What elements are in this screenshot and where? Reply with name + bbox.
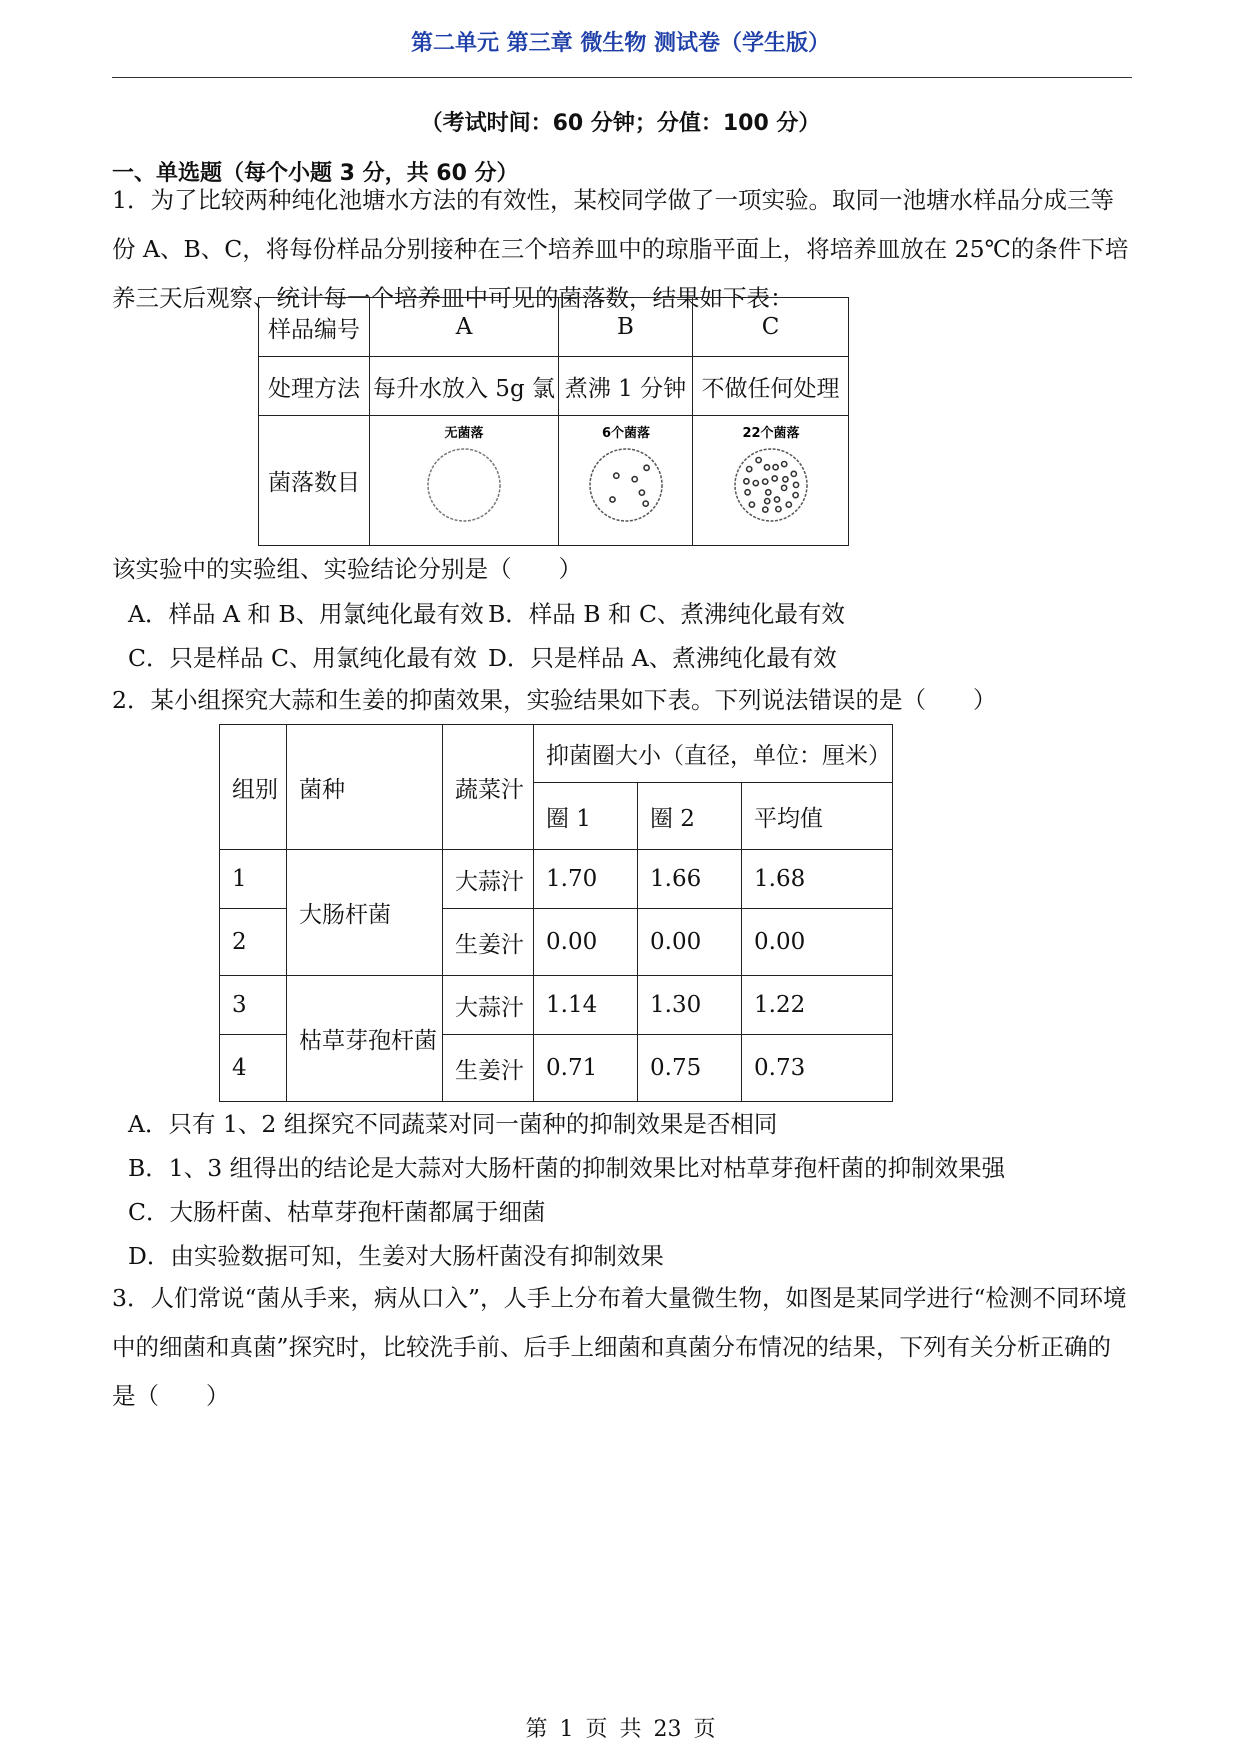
bacterial-colony bbox=[632, 476, 637, 481]
q2-juice: 生姜汁 bbox=[443, 1035, 534, 1102]
q1-cell: 每升水放入 5g 氯 bbox=[370, 357, 559, 416]
bacterial-colony bbox=[781, 485, 786, 490]
bacterial-colony bbox=[613, 473, 618, 478]
bacterial-colony bbox=[644, 465, 649, 470]
petri-dish-c bbox=[721, 423, 821, 533]
footer-text: 页 bbox=[693, 1717, 716, 1742]
bacterial-colony bbox=[765, 489, 770, 494]
q2-juice: 大蒜汁 bbox=[443, 850, 534, 909]
q2-c1: 1.70 bbox=[534, 850, 638, 909]
bacterial-colony bbox=[609, 496, 614, 501]
bacterial-colony bbox=[786, 502, 791, 507]
q1-option-c: C．只是样品 C、用氯纯化最有效 bbox=[128, 644, 477, 672]
bacterial-colony bbox=[639, 490, 644, 495]
q2-option-d: D．由实验数据可知，生姜对大肠杆菌没有抑制效果 bbox=[128, 1242, 664, 1270]
q2-c1: 1.14 bbox=[534, 976, 638, 1035]
bacterial-colony bbox=[762, 507, 767, 512]
bacterial-colony bbox=[791, 471, 796, 476]
q2-group: 2 bbox=[220, 909, 287, 976]
bacterial-colony bbox=[743, 478, 748, 483]
footer-total-pages: 23 bbox=[653, 1717, 682, 1742]
bacterial-colony bbox=[775, 506, 780, 511]
q3-stem: 3．人们常说“菌从手来，病从口入”，人手上分布着大量微生物，如图是某同学进行“检测不同环境中的细菌和真菌”探究时，比较洗手前、后手上细菌和真菌分布情况的结果，下列有关分析正确的是（ ） bbox=[112, 1284, 1127, 1410]
bacterial-colony bbox=[756, 457, 761, 462]
bacterial-colony bbox=[793, 492, 798, 497]
dish-cell-b bbox=[559, 416, 693, 546]
bacterial-colony bbox=[745, 489, 750, 494]
q2-header-zone: 抑菌圈大小（直径，单位：厘米） bbox=[534, 725, 893, 783]
bacterial-colony bbox=[746, 466, 751, 471]
dish-label-a: 无菌落 bbox=[444, 425, 484, 441]
q1-option-a: A．样品 A 和 B、用氯纯化最有效 bbox=[128, 600, 484, 628]
q2-group: 3 bbox=[220, 976, 287, 1035]
q2-header-avg: 平均值 bbox=[742, 783, 893, 850]
q2-header-juice: 蔬菜汁 bbox=[443, 725, 534, 850]
q1-option-d: D．只是样品 A、煮沸纯化最有效 bbox=[488, 644, 837, 672]
q1-cell: 不做任何处理 bbox=[693, 357, 849, 416]
q2-avg: 0.00 bbox=[742, 909, 893, 976]
q1-option-b: B．样品 B 和 C、煮沸纯化最有效 bbox=[488, 600, 845, 628]
q2-header-c1: 圈 1 bbox=[534, 783, 638, 850]
q1-cell: 处理方法 bbox=[259, 357, 370, 416]
page-header-title: 第二单元 第三章 微生物 测试卷（学生版） bbox=[411, 31, 830, 56]
bacterial-colony bbox=[773, 464, 778, 469]
q2-juice: 大蒜汁 bbox=[443, 976, 534, 1035]
q2-species: 枯草芽孢杆菌 bbox=[287, 976, 443, 1102]
footer-text: 页 bbox=[585, 1717, 608, 1742]
q1-table bbox=[258, 297, 849, 546]
q2-table bbox=[219, 724, 893, 1102]
q2-juice: 生姜汁 bbox=[443, 909, 534, 976]
bacterial-colony bbox=[781, 461, 786, 466]
q2-header-group: 组别 bbox=[220, 725, 287, 850]
q2-c2: 0.00 bbox=[638, 909, 742, 976]
q1-question: 该实验中的实验组、实验结论分别是（ ） bbox=[112, 555, 582, 583]
dish-label-c: 22个菌落 bbox=[741, 425, 800, 441]
footer-text: 第 bbox=[525, 1717, 548, 1742]
bacterial-colony bbox=[793, 482, 798, 487]
q1-cell: C bbox=[693, 298, 849, 357]
q2-avg: 0.73 bbox=[742, 1035, 893, 1102]
bacterial-colony bbox=[643, 501, 648, 506]
q2-option-a: A．只有 1、2 组探究不同蔬菜对同一菌种的抑制效果是否相同 bbox=[128, 1110, 778, 1138]
bacterial-colony bbox=[774, 496, 779, 501]
bacterial-colony bbox=[749, 502, 754, 507]
q2-c1: 0.00 bbox=[534, 909, 638, 976]
q2-option-b: B．1、3 组得出的结论是大蒜对大肠杆菌的抑制效果比对枯草芽孢杆菌的抑制效果强 bbox=[128, 1154, 1006, 1182]
petri-dish-a bbox=[414, 423, 514, 533]
colonies-c bbox=[743, 457, 798, 512]
q2-stem: 2．某小组探究大蒜和生姜的抑菌效果，实验结果如下表。下列说法错误的是（ ） bbox=[112, 686, 997, 714]
page-footer bbox=[0, 1712, 1241, 1743]
dish-label-b: 6个菌落 bbox=[601, 425, 650, 441]
section-title: 一、单选题（每个小题 3 分，共 60 分） bbox=[112, 161, 519, 186]
header-rule bbox=[112, 77, 1132, 78]
bacterial-colony bbox=[772, 475, 777, 480]
footer-page-number: 1 bbox=[559, 1717, 574, 1742]
petri-dish-b bbox=[576, 423, 676, 533]
bacterial-colony bbox=[764, 498, 769, 503]
q2-c2: 1.30 bbox=[638, 976, 742, 1035]
q2-c2: 0.75 bbox=[638, 1035, 742, 1102]
q2-group: 4 bbox=[220, 1035, 287, 1102]
q2-c2: 1.66 bbox=[638, 850, 742, 909]
q2-header-c2: 圈 2 bbox=[638, 783, 742, 850]
dish-cell-a bbox=[370, 416, 559, 546]
q2-avg: 1.68 bbox=[742, 850, 893, 909]
q1-cell: 样品编号 bbox=[259, 298, 370, 357]
q2-species: 大肠杆菌 bbox=[287, 850, 443, 976]
q2-avg: 1.22 bbox=[742, 976, 893, 1035]
bacterial-colony bbox=[762, 479, 767, 484]
q1-cell: 煮沸 1 分钟 bbox=[559, 357, 693, 416]
q1-cell: 菌落数目 bbox=[259, 416, 370, 546]
bacterial-colony bbox=[753, 480, 758, 485]
q1-stem: 1．为了比较两种纯化池塘水方法的有效性，某校同学做了一项实验。取同一池塘水样品分成三等份 A、B、C，将每份样品分别接种在三个培养皿中的琼脂平面上，将培养皿放在 25℃的条件下培养三天后观察、统计每一个培养皿中可见的菌落数，结果如下表： bbox=[112, 186, 1129, 312]
dish-cell-c bbox=[693, 416, 849, 546]
q2-header-species: 菌种 bbox=[287, 725, 443, 850]
q2-c1: 0.71 bbox=[534, 1035, 638, 1102]
bacterial-colony bbox=[764, 464, 769, 469]
q1-cell: B bbox=[559, 298, 693, 357]
q2-option-c: C．大肠杆菌、枯草芽孢杆菌都属于细菌 bbox=[128, 1198, 546, 1226]
bacterial-colony bbox=[782, 476, 787, 481]
q1-cell: A bbox=[370, 298, 559, 357]
footer-text: 共 bbox=[619, 1717, 642, 1742]
exam-info: （考试时间：60 分钟；分值：100 分） bbox=[420, 111, 821, 136]
q2-group: 1 bbox=[220, 850, 287, 909]
colonies-b bbox=[609, 465, 648, 506]
